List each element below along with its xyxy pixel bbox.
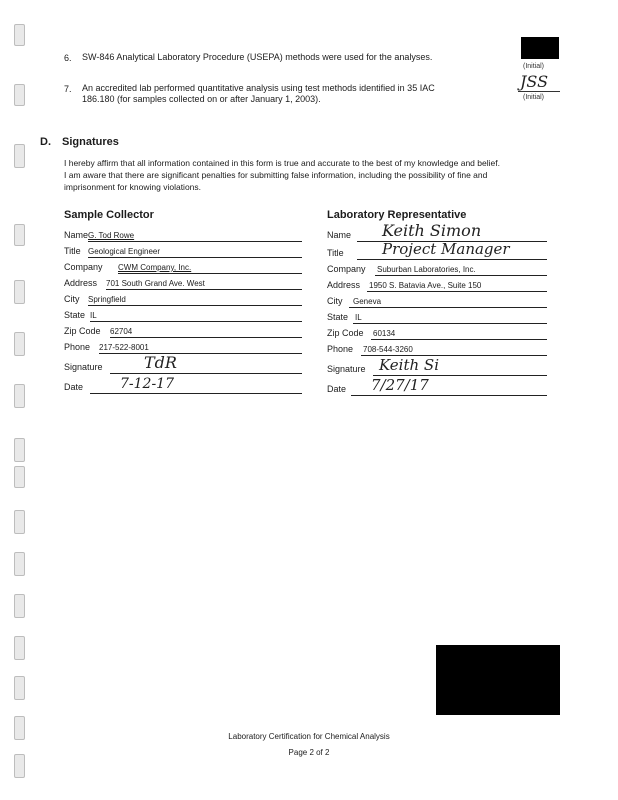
section-letter: D. xyxy=(40,136,51,148)
collector-zip-row xyxy=(64,322,302,338)
binder-hole xyxy=(14,384,25,408)
field-label: Name xyxy=(327,230,352,240)
item-7-text-line: 186.180 (for samples collected on or after January 1, 2003). xyxy=(82,94,321,104)
binder-hole xyxy=(14,224,25,246)
lab-state-value[interactable]: IL xyxy=(355,313,362,322)
lab-zip-value[interactable]: 60134 xyxy=(373,329,396,338)
binder-hole xyxy=(14,280,25,304)
binder-hole xyxy=(14,510,25,534)
collector-phone-row xyxy=(64,338,302,354)
lab-date-row xyxy=(327,376,547,396)
binder-hole xyxy=(14,438,25,462)
binder-hole xyxy=(14,594,25,618)
field-label: Company xyxy=(64,262,103,272)
lab-signature-row xyxy=(327,356,547,376)
lab-title-row xyxy=(327,242,547,260)
collector-state-row xyxy=(64,306,302,322)
section-title: Signatures xyxy=(62,136,119,148)
binder-hole xyxy=(14,636,25,660)
binder-hole xyxy=(14,144,25,168)
lab-address-row xyxy=(327,276,547,292)
field-label: State xyxy=(327,312,349,322)
item-7-number: 7. xyxy=(64,84,72,94)
collector-phone-value[interactable]: 217-522-8001 xyxy=(99,343,149,352)
binder-hole xyxy=(14,552,25,576)
lab-phone-row xyxy=(327,340,547,356)
lab-state-row xyxy=(327,308,547,324)
affirmation-line: I am aware that there are significant penalties for submitting false information, including the possibility of fine and xyxy=(64,170,488,180)
collector-date-value[interactable]: 7-12-17 xyxy=(120,376,174,392)
collector-heading: Sample Collector xyxy=(64,209,154,221)
affirmation-line: I hereby affirm that all information contained in this form is true and accurate to the best of my knowledge and belief. xyxy=(64,158,500,168)
field-label: Zip Code xyxy=(64,326,101,336)
lab-name-row xyxy=(327,222,547,242)
lab-company-value[interactable]: Suburban Laboratories, Inc. xyxy=(377,265,476,274)
binder-hole xyxy=(14,24,25,46)
lab-zip-row xyxy=(327,324,547,340)
field-label: City xyxy=(327,296,343,306)
collector-title-value[interactable]: Geological Engineer xyxy=(88,247,161,256)
field-label: Date xyxy=(327,384,347,394)
redaction-box xyxy=(521,37,559,59)
lab-date-value[interactable]: 7/27/17 xyxy=(371,376,429,394)
footer-title: Laboratory Certification for Chemical Analysis xyxy=(228,732,390,741)
collector-name-row xyxy=(64,226,302,242)
collector-company-value[interactable]: CWM Company, Inc. xyxy=(118,263,192,272)
binder-hole xyxy=(14,754,25,778)
collector-state-value[interactable]: IL xyxy=(90,311,97,320)
field-label: State xyxy=(64,310,86,320)
collector-date-row xyxy=(64,374,302,394)
lab-city-row xyxy=(327,292,547,308)
lab-city-value[interactable]: Geneva xyxy=(353,297,382,306)
collector-signature-row xyxy=(64,354,302,374)
lab-title-value[interactable]: Project Manager xyxy=(382,240,510,258)
field-label: Phone xyxy=(64,342,91,352)
item-6-number: 6. xyxy=(64,53,72,63)
collector-zip-value[interactable]: 62704 xyxy=(110,327,133,336)
collector-city-row xyxy=(64,290,302,306)
item-6-text: SW-846 Analytical Laboratory Procedure (USEPA) methods were used for the analyses. xyxy=(82,52,433,62)
collector-name-value[interactable]: G. Tod Rowe xyxy=(88,231,135,240)
field-label: Title xyxy=(64,246,81,256)
collector-signature[interactable]: TdR xyxy=(144,353,177,372)
collector-company-row xyxy=(64,258,302,274)
field-label: Phone xyxy=(327,344,354,354)
lab-phone-value[interactable]: 708-544-3260 xyxy=(363,345,413,354)
lab-signature[interactable]: Keith Si xyxy=(379,356,440,374)
initials-signature: JSS xyxy=(520,72,549,91)
binder-hole xyxy=(14,84,25,106)
affirmation-line: imprisonment for knowing violations. xyxy=(64,182,202,192)
field-label: Signature xyxy=(327,364,366,374)
initial-label: (Initial) xyxy=(523,63,545,70)
lab-company-row xyxy=(327,260,547,276)
collector-address-row xyxy=(64,274,302,290)
binder-hole xyxy=(14,332,25,356)
initial-line xyxy=(518,91,560,92)
field-label: Address xyxy=(64,278,98,288)
page-number: Page 2 of 2 xyxy=(288,748,330,757)
binder-hole xyxy=(14,676,25,700)
initial-label: (Initial) xyxy=(523,94,545,101)
lab-heading: Laboratory Representative xyxy=(327,209,467,221)
field-label: Name xyxy=(64,230,89,240)
field-label: Title xyxy=(327,248,344,258)
field-label: Date xyxy=(64,382,84,392)
field-line xyxy=(90,393,302,394)
field-line xyxy=(351,395,547,396)
collector-title-row xyxy=(64,242,302,258)
item-7-text-line: An accredited lab performed quantitative analysis using test methods identified in 35 IAC xyxy=(82,83,435,93)
field-label: Company xyxy=(327,264,366,274)
field-label: City xyxy=(64,294,80,304)
lab-name-value[interactable]: Keith Simon xyxy=(382,221,482,240)
field-label: Signature xyxy=(64,362,103,372)
redaction-box xyxy=(436,645,560,715)
field-label: Address xyxy=(327,280,361,290)
field-label: Zip Code xyxy=(327,328,364,338)
lab-address-value[interactable]: 1950 S. Batavia Ave., Suite 150 xyxy=(369,281,482,290)
collector-address-value[interactable]: 701 South Grand Ave. West xyxy=(106,279,205,288)
binder-hole xyxy=(14,466,25,488)
collector-city-value[interactable]: Springfield xyxy=(88,295,126,304)
